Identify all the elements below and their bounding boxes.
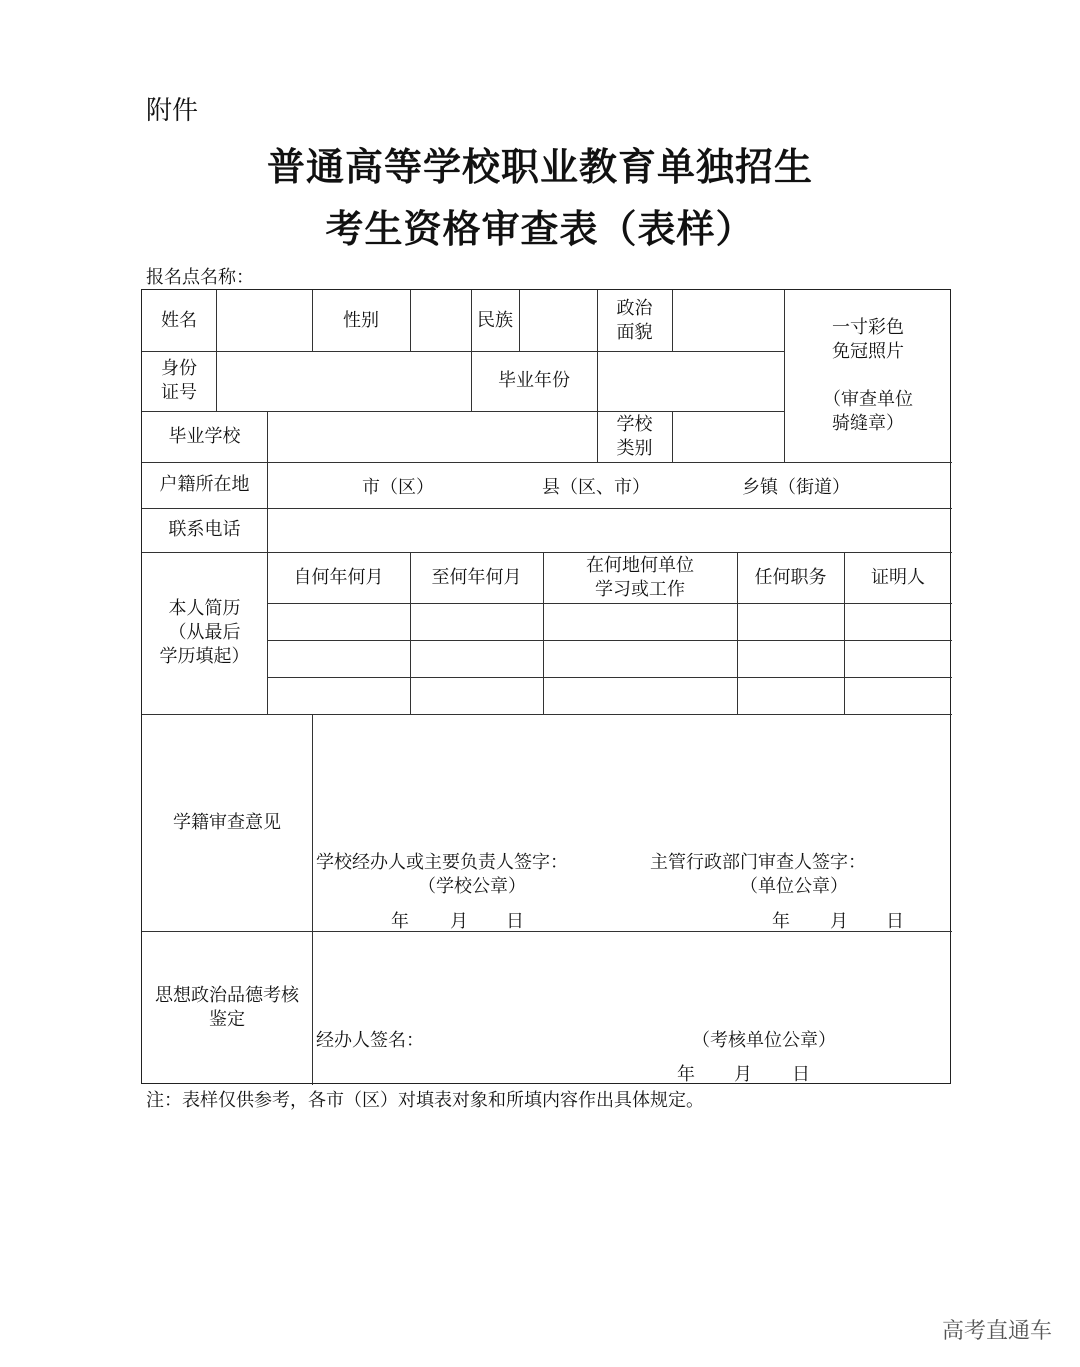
moral-date-year: 年 bbox=[677, 1064, 695, 1085]
ethnicity-label: 民族 bbox=[477, 309, 513, 331]
phone-label: 联系电话 bbox=[168, 519, 241, 540]
moral-review-label: 思想政治品德考核 鉴定 bbox=[155, 985, 299, 1030]
school-type-label: 学校 类别 bbox=[616, 413, 653, 459]
township-label: 乡镇（街道） bbox=[742, 477, 850, 498]
photo-placeholder: 一寸彩色 免冠照片 （审查单位 骑缝章） bbox=[823, 317, 913, 434]
graduation-school-label: 毕业学校 bbox=[168, 425, 241, 447]
form-title-line2: 考生资格审查表（表样） bbox=[325, 206, 755, 251]
school-date-year: 年 bbox=[391, 911, 409, 932]
resume-header-from: 自何年何月 bbox=[293, 566, 384, 588]
moral-date-month: 月 bbox=[734, 1064, 752, 1085]
graduation-year-label: 毕业年份 bbox=[498, 370, 570, 391]
form-title-line1: 普通高等学校职业教育单独招生 bbox=[266, 144, 813, 189]
gender-label: 性别 bbox=[343, 309, 379, 331]
handler-signature-label: 经办人签名： bbox=[316, 1030, 424, 1051]
resume-header-place: 在何地何单位 学习或工作 bbox=[586, 554, 694, 600]
county-label: 县（区、市） bbox=[542, 477, 650, 498]
status-review-label: 学籍审查意见 bbox=[173, 811, 281, 833]
political-status-label: 政治 面貌 bbox=[616, 297, 653, 343]
admin-date-day: 日 bbox=[886, 911, 904, 932]
city-district-label: 市（区） bbox=[362, 477, 434, 498]
household-location-label: 户籍所在地 bbox=[159, 474, 250, 495]
review-unit-seal-label: （考核单位公章） bbox=[692, 1030, 836, 1051]
school-date-month: 月 bbox=[450, 911, 468, 932]
resume-label: 本人简历 （从最后 学历填起） bbox=[159, 598, 250, 667]
footnote: 注：表样仅供参考，各市（区）对填表对象和所填内容作出具体规定。 bbox=[146, 1090, 704, 1111]
resume-header-to: 至何年何月 bbox=[431, 566, 522, 588]
admin-date-year: 年 bbox=[772, 911, 790, 932]
name-label: 姓名 bbox=[161, 309, 197, 331]
school-date-day: 日 bbox=[506, 911, 524, 932]
resume-header-position: 任何职务 bbox=[754, 566, 827, 588]
registration-site-label: 报名点名称： bbox=[146, 267, 254, 288]
unit-seal-label: （单位公章） bbox=[740, 876, 848, 897]
attachment-label: 附件 bbox=[146, 96, 199, 126]
watermark: 高考直通车 bbox=[941, 1319, 1052, 1344]
id-number-label: 身份 证号 bbox=[161, 358, 197, 403]
admin-signature-label: 主管行政部门审查人签字： bbox=[650, 852, 866, 873]
school-seal-label: （学校公章） bbox=[418, 876, 526, 897]
qualification-review-form bbox=[141, 289, 951, 1084]
admin-date-month: 月 bbox=[830, 911, 848, 932]
moral-date-day: 日 bbox=[792, 1064, 810, 1085]
school-signature-label: 学校经办人或主要负责人签字： bbox=[316, 852, 568, 873]
resume-header-witness: 证明人 bbox=[871, 566, 925, 588]
